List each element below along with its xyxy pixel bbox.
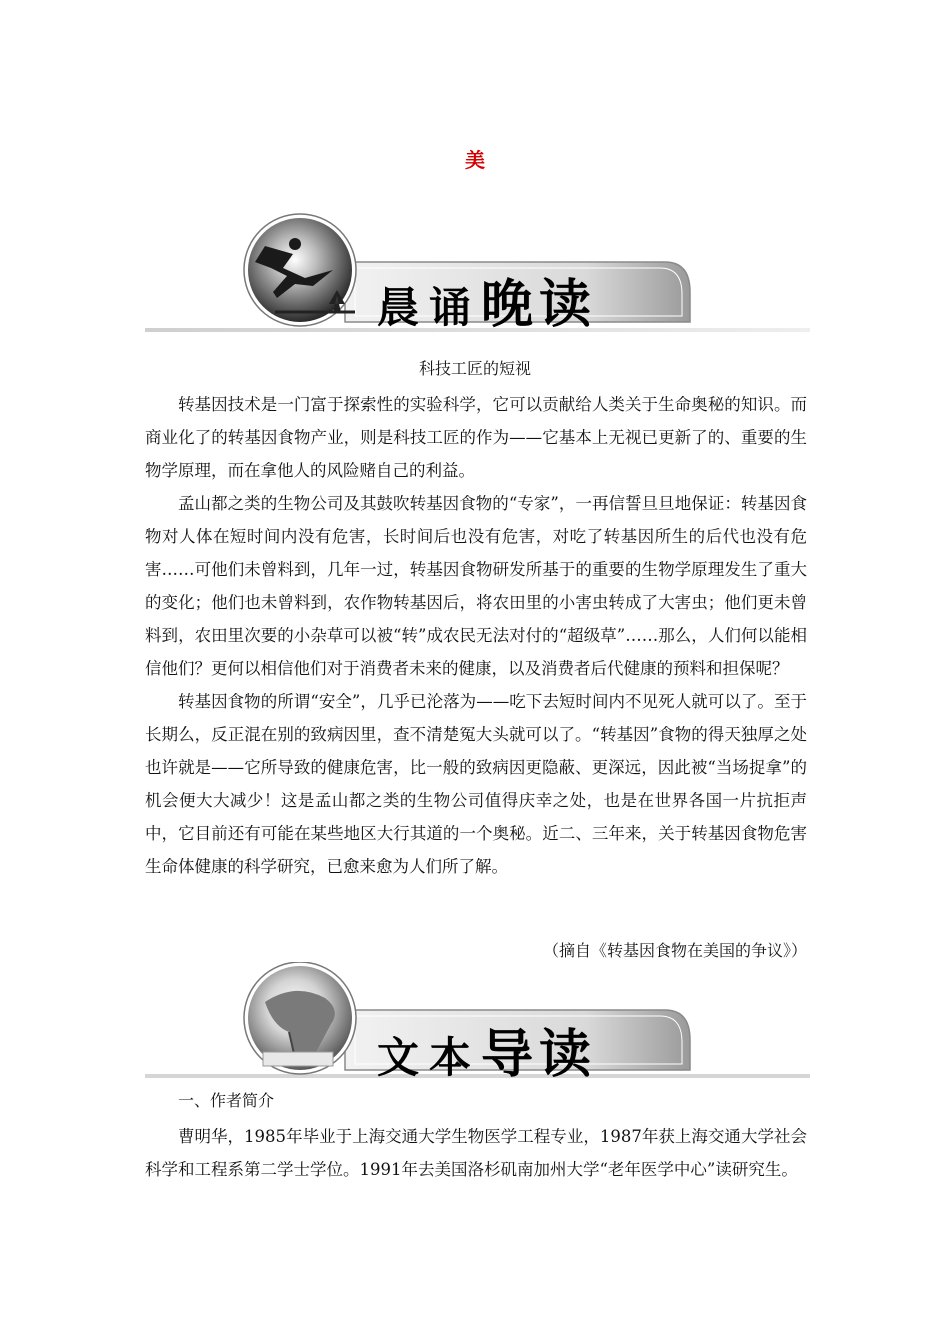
banner-chensong-wandu xyxy=(145,212,810,335)
article-title: 科技工匠的短视 xyxy=(418,359,531,378)
article-paragraph-3: 转基因食物的所谓“安全”，几乎已沦落为——吃下去短时间内不见死人就可以了。至于长期么，反正混在别的致病因里，查不清楚冤大头就可以了。“转基因”食物的得天独厚之处也许就是——它所导致的健康危害，比一般的致病因更隐蔽、更深远，因此被“当场捉拿”的机会便大大减少！这是孟山都之类的生物公司值得庆幸之处，也是在世界各国一片抗拒声中，它目前还有可能在某些地区大行其道的一个奥秘。近二、三年来，关于转基因食物危害生命体健康的科学研究，已愈来愈为人们所了解。 xyxy=(145,692,807,876)
banner-title xyxy=(377,1012,597,1087)
article-source: （摘自《转基因食物在美国的争议》） xyxy=(542,941,807,960)
banner-title xyxy=(377,262,597,337)
intro-body xyxy=(145,1120,807,1186)
page-title: 美 xyxy=(465,148,485,172)
intro-paragraph: 曹明华，1985年毕业于上海交通大学生物医学工程专业，1987年获上海交通大学社会科学和工程系第二学士学位。1991年去美国洛杉矶南加州大学“老年医学中心”读研究生。 xyxy=(145,1127,807,1179)
banner-title-a: 晨诵 xyxy=(377,283,482,332)
banner-title-b: 晚读 xyxy=(481,274,598,335)
article-paragraph-1: 转基因技术是一门富于探索性的实验科学，它可以贡献给人类关于生命奥秘的知识。而商业化了的转基因食物产业，则是科技工匠的作为——它基本上无视已更新了的、重要的生物学原理，而在拿他人的风险赌自己的利益。 xyxy=(145,395,807,480)
article-paragraph-2: 孟山都之类的生物公司及其鼓吹转基因食物的“专家”，一再信誓旦旦地保证：转基因食物对人体在短时间内没有危害，长时间后也没有危害，对吃了转基因所生的后代也没有危害……可他们未曾料到，几年一过，转基因食物研发所基于的重要的生物学原理发生了重大的变化；他们也未曾料到，农作物转基因后，将农田里的小害虫转成了大害虫；他们更未曾料到，农田里次要的小杂草可以被“转”成农民无法对付的“超级草”……那么，人们何以能相信他们？更何以相信他们对于消费者未来的健康，以及消费者后代健康的预料和担保呢？ xyxy=(145,494,807,678)
article-body xyxy=(145,388,807,883)
banner-title-b: 导读 xyxy=(481,1024,598,1085)
section-heading: 一、作者简介 xyxy=(178,1091,275,1110)
banner-title-a: 文本 xyxy=(377,1033,482,1082)
banner-wenben-daodu xyxy=(145,962,810,1085)
